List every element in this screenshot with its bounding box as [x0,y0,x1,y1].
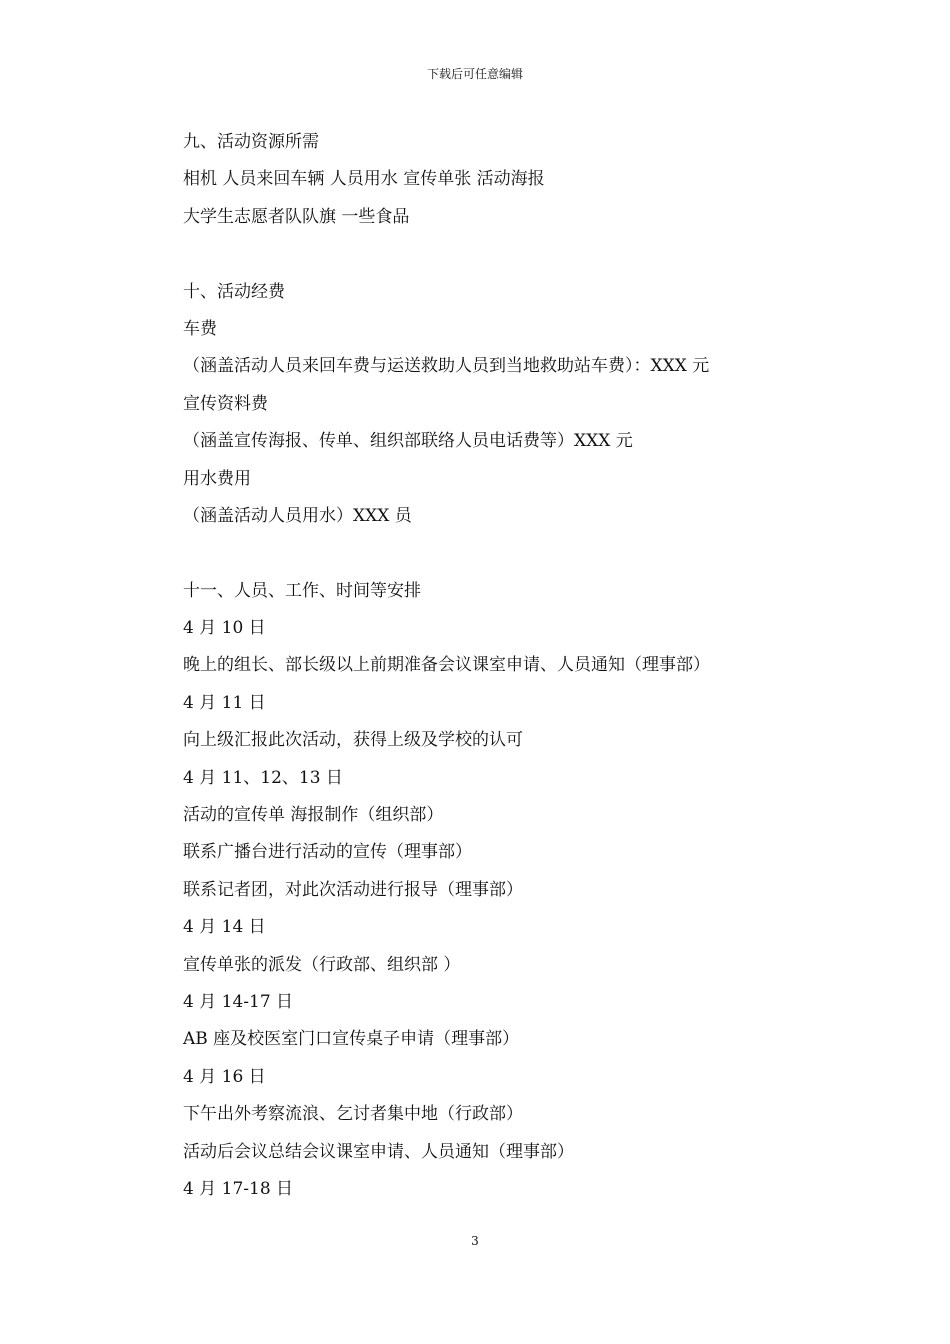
section-heading-schedule: 十一、人员、工作、时间等安排 [183,580,421,601]
text-line: 活动的宣传单 海报制作（组织部） [183,805,444,826]
text-line: 相机 人员来回车辆 人员用水 宣传单张 活动海报 [183,169,545,190]
date-line: 4 月 11 日 [183,692,266,713]
section-heading-resources: 九、活动资源所需 [183,132,319,152]
date-line: 4 月 17-18 日 [183,1178,294,1199]
date-line: 4 月 11、12、13 日 [183,767,343,788]
text-line: 下午出外考察流浪、乞讨者集中地（行政部） [183,1104,523,1125]
text-line: （涵盖活动人员用水）XXX 员 [183,505,412,526]
text-line: （涵盖活动人员来回车费与运送救助人员到当地救助站车费）：XXX 元 [183,356,710,377]
text-line: 联系广播台进行活动的宣传（理事部） [183,842,472,863]
text-line: 向上级汇报此次活动，获得上级及学校的认可 [183,730,523,751]
date-line: 4 月 14 日 [183,917,266,938]
document-body [183,124,823,1208]
page-header: 下载后可任意编辑 [426,67,523,81]
text-line: 宣传单张的派发（行政部、组织部 ） [183,954,461,975]
text-line: 活动后会议总结会议课室申请、人员通知（理事部） [183,1141,574,1162]
blank-line [183,535,823,572]
text-line: （涵盖宣传海报、传单、组织部联络人员电话费等）XXX 元 [183,431,633,452]
text-line: 车费 [183,318,217,339]
text-line: 大学生志愿者队队旗 一些食品 [183,206,410,227]
text-line: 联系记者团，对此次活动进行报导（理事部） [183,879,523,900]
section-heading-budget: 十、活动经费 [183,281,285,302]
page-number: 3 [471,1234,479,1248]
blank-line [183,236,823,273]
date-line: 4 月 14-17 日 [183,991,294,1012]
text-line: AB 座及校医室门口宣传桌子申请（理事部） [183,1029,520,1050]
date-line: 4 月 16 日 [183,1066,266,1087]
text-line: 晚上的组长、部长级以上前期准备会议课室申请、人员通知（理事部） [183,655,710,676]
text-line: 宣传资料费 [183,393,268,414]
text-line: 用水费用 [183,468,251,489]
date-line: 4 月 10 日 [183,618,266,639]
